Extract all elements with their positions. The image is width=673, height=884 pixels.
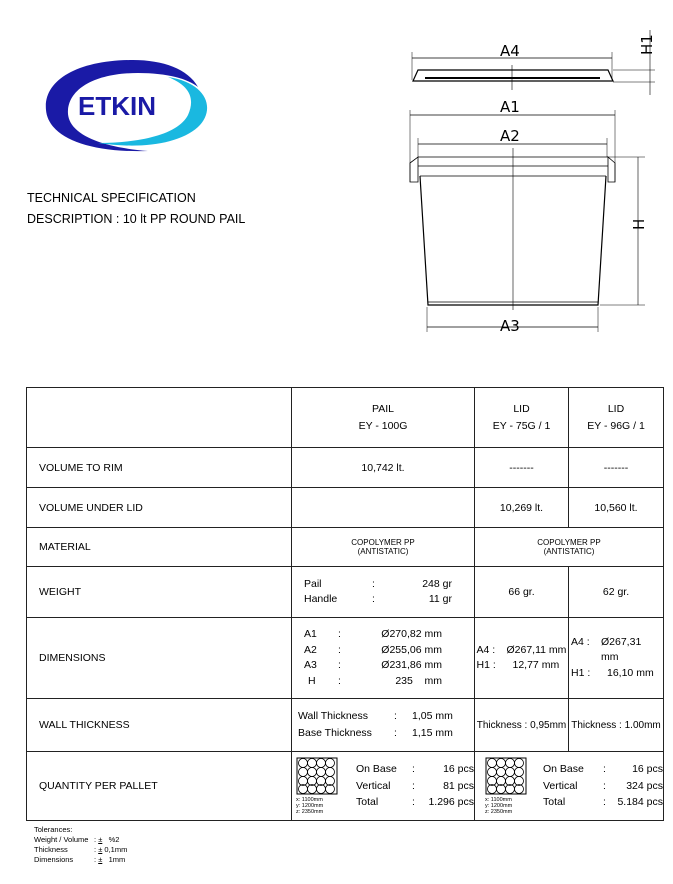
table-row: VOLUME UNDER LID 10,269 lt. 10,560 lt. <box>27 488 664 528</box>
pail-drawing <box>400 20 670 340</box>
label-a1: A1 <box>500 98 520 116</box>
pallet-icon <box>296 757 338 795</box>
document-title: TECHNICAL SPECIFICATION <box>27 191 196 205</box>
table-row: DIMENSIONS A1 : Ø270,82 mm A2 : Ø255,06 mm A3 : Ø231,86 mm H : 235 mm A4 : Ø267,11 mm H1 : 12,77 mm A4 : Ø267,31 mm H1 : 16,10 mm <box>27 618 664 699</box>
col-lid-1: LID EY - 75G / 1 <box>475 388 569 448</box>
table-row: WALL THICKNESS Wall Thickness : 1,05 mm Base Thickness : 1,15 mm Thickness : 0,95mm Thickness : 1.00mm <box>27 699 664 752</box>
table-row: WEIGHT Pail : 248 gr Handle : 11 gr 66 gr. 62 gr. <box>27 567 664 618</box>
table-row: QUANTITY PER PALLET x: 1100mm y: 1200mm z: 2350mm On Base : 16 pcs Vertical : 81 pcs Total : 1.296 pcs x: 1100mm y: 1200mm z: 2350mm On Base : 16 pcs Vertical : 324 pcs Total : 5.184 pcs <box>27 752 664 821</box>
label-h: H <box>630 218 648 230</box>
table-row: VOLUME TO RIM 10,742 lt. ------- ------- <box>27 448 664 488</box>
col-lid-2: LID EY - 96G / 1 <box>569 388 664 448</box>
col-pail: PAIL EY - 100G <box>292 388 475 448</box>
label-a4: A4 <box>500 42 520 60</box>
logo-text: ETKIN <box>78 91 156 121</box>
pallet-diagram: x: 1100mm y: 1200mm z: 2350mm <box>485 757 533 815</box>
tolerances: Tolerances: Weight / Volume : ± %2 Thickness : ± 0,1mm Dimensions : ± 1mm <box>34 825 128 864</box>
pallet-icon <box>485 757 527 795</box>
label-a2: A2 <box>500 127 520 145</box>
spec-table <box>26 387 664 821</box>
document-description: DESCRIPTION : 10 lt PP ROUND PAIL <box>27 212 246 226</box>
label-a3: A3 <box>500 317 520 335</box>
table-row: MATERIAL COPOLYMER PP (ANTISTATIC) COPOLYMER PP (ANTISTATIC) <box>27 528 664 567</box>
pallet-diagram: x: 1100mm y: 1200mm z: 2350mm <box>296 757 344 815</box>
label-h1: H1 <box>638 34 656 55</box>
etkin-logo <box>38 55 218 155</box>
header-row <box>27 388 664 448</box>
